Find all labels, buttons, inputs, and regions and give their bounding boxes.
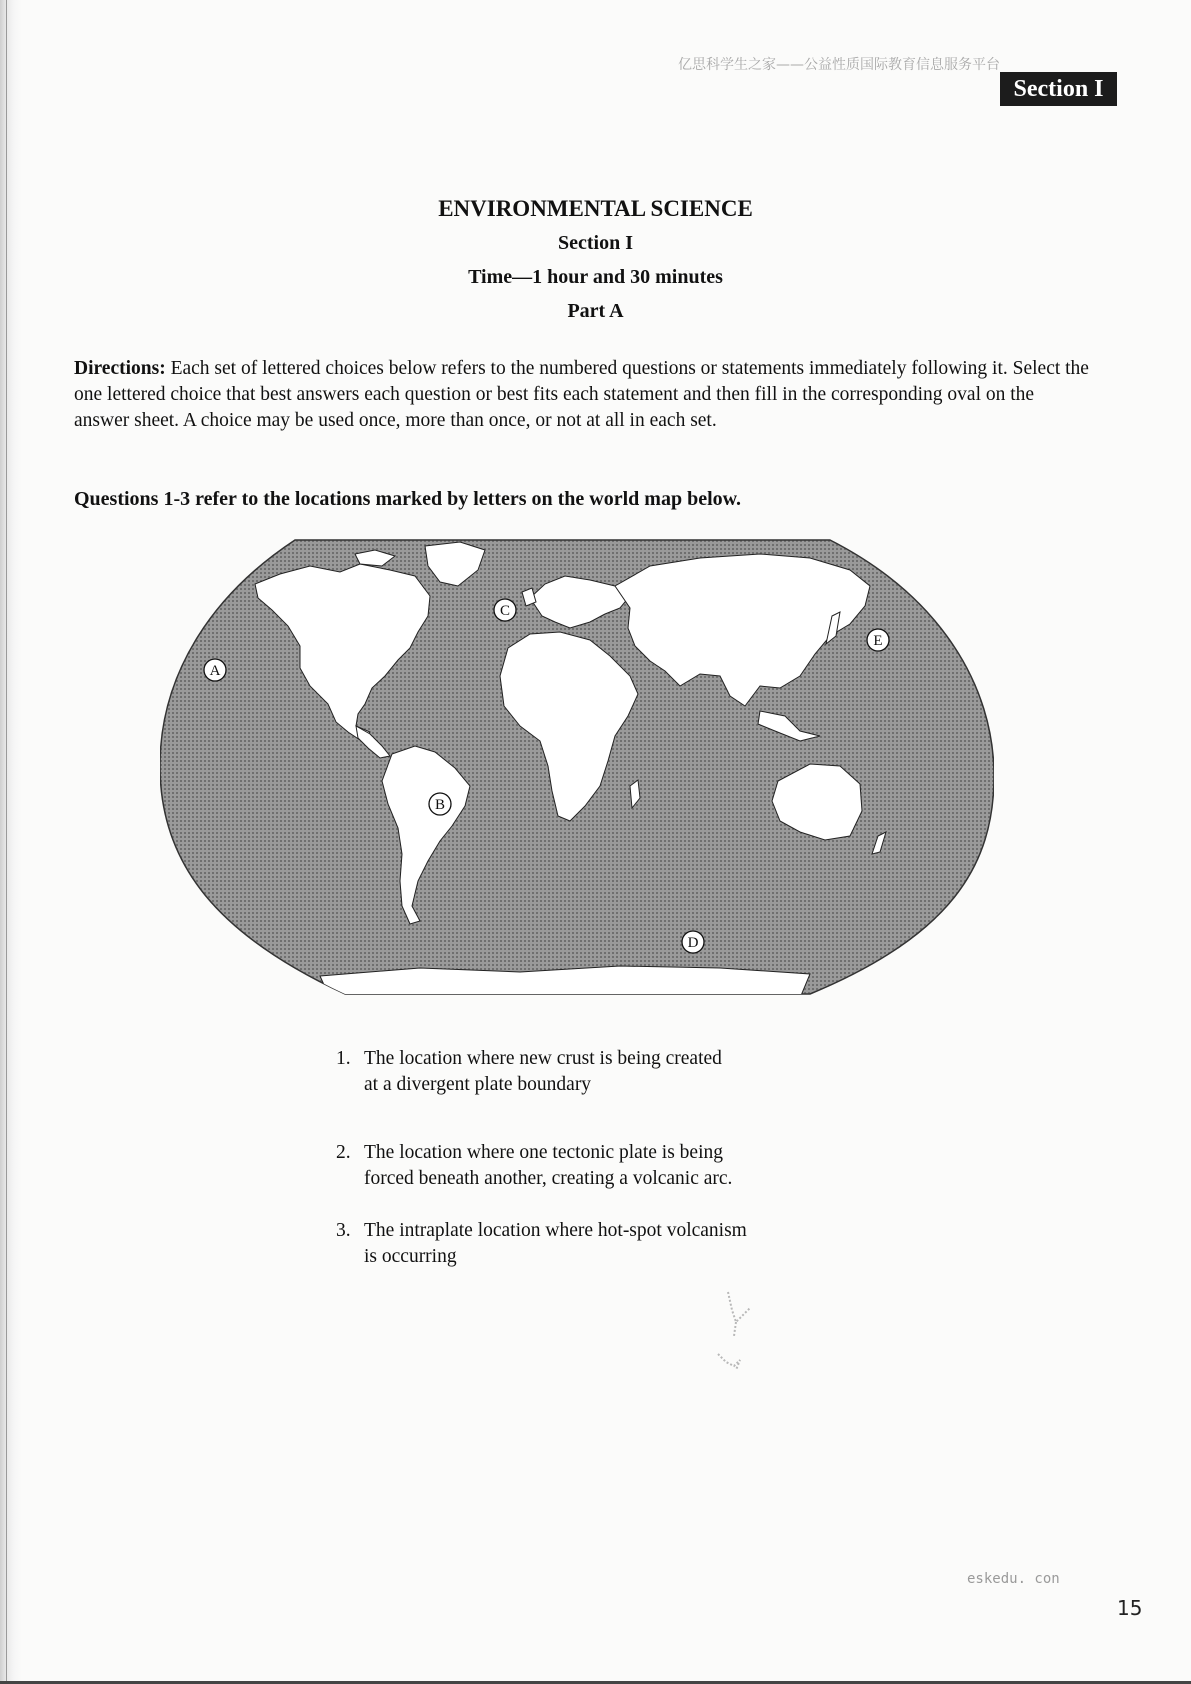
question-3 [336, 1218, 747, 1270]
marker-a-label: A [209, 663, 221, 679]
exam-section: Section I [558, 232, 633, 254]
antarctica [320, 966, 810, 998]
exam-heading [0, 192, 1191, 328]
section-badge: Section I [1000, 72, 1117, 106]
marker-a [204, 659, 226, 681]
bottom-watermark: eskedu. con [967, 1571, 1060, 1587]
top-watermark: 亿思科学生之家——公益性质国际教育信息服务平台 [678, 57, 1000, 73]
exam-time: Time—1 hour and 30 minutes [468, 266, 723, 288]
question-2 [336, 1140, 732, 1192]
question-text-line1: The location where new crust is being created [364, 1048, 722, 1069]
question-number: 3. [336, 1220, 351, 1241]
exam-title: ENVIRONMENTAL SCIENCE [438, 196, 753, 221]
directions-text: Each set of lettered choices below refers to the numbered questions or statements immediately following it. Select the one lettered choice that best answers each question or best fits each statement and then fill in the corresponding oval on the answer sheet. A choice may be used once, more than once, or not at all in each set. [74, 358, 1089, 431]
marker-b-label: B [434, 797, 446, 813]
question-number: 2. [336, 1142, 351, 1163]
question-number: 1. [336, 1048, 351, 1069]
marker-b [429, 793, 451, 815]
world-map [160, 536, 994, 998]
question-text-line1: The location where one tectonic plate is being [364, 1142, 723, 1163]
exam-part: Part A [567, 300, 624, 322]
question-text-line1: The intraplate location where hot-spot volcanism [364, 1220, 747, 1241]
question-1 [336, 1046, 722, 1098]
marker-d [682, 931, 704, 953]
marker-d-label: D [687, 935, 699, 951]
marker-c-label: C [499, 603, 511, 619]
marker-e [867, 629, 889, 651]
marker-e-label: E [873, 633, 883, 649]
page-number: 15 [1117, 1596, 1143, 1620]
questions-intro: Questions 1-3 refer to the locations marked by letters on the world map below. [74, 488, 741, 510]
directions-label: Directions: [74, 358, 166, 379]
question-text-line2: forced beneath another, creating a volcanic arc. [364, 1168, 733, 1189]
pencil-scribble [710, 1290, 770, 1380]
question-text-line2: at a divergent plate boundary [364, 1074, 592, 1095]
marker-c [494, 599, 516, 621]
question-text-line2: is occurring [364, 1246, 457, 1267]
directions-paragraph [74, 356, 1094, 434]
